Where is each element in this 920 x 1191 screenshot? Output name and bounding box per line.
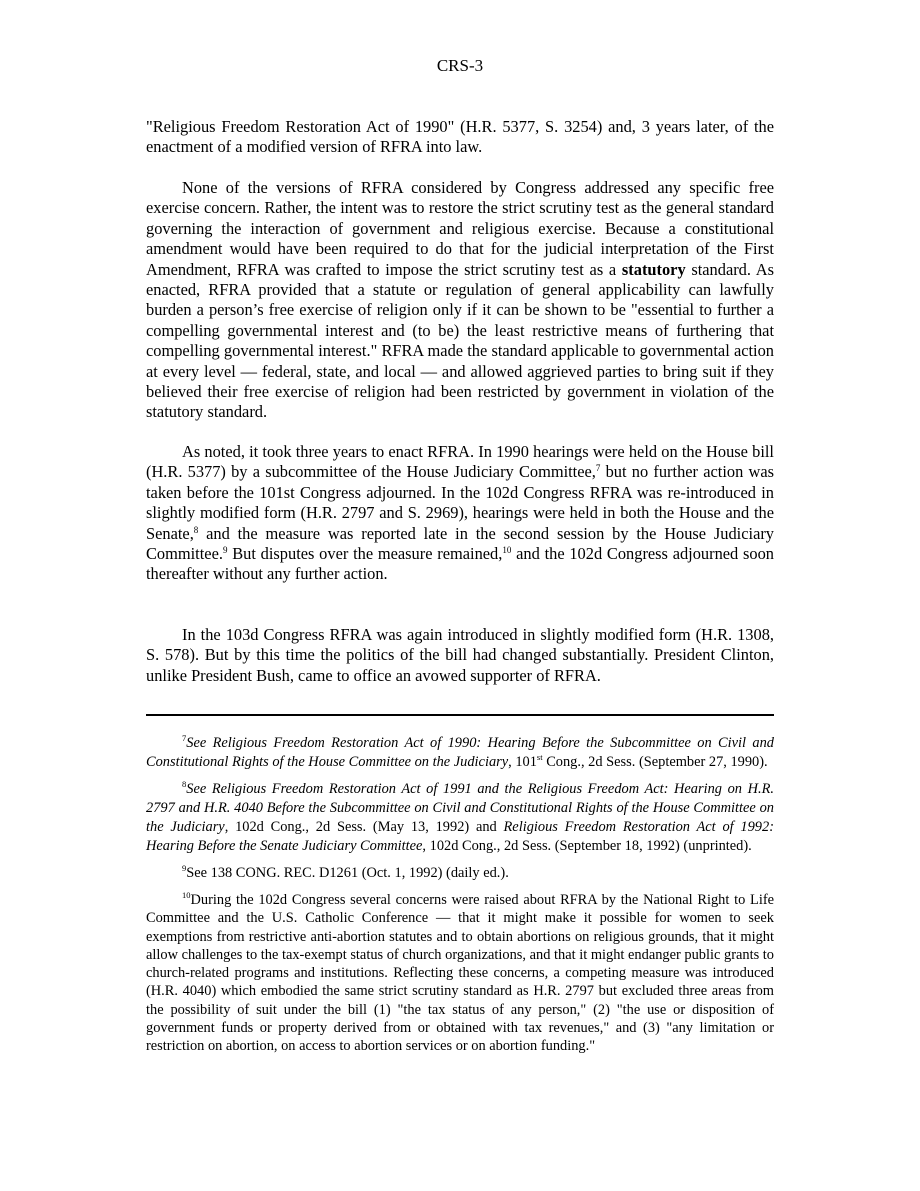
paragraph-segment: standard. As enacted, RFRA provided that a statute or regulation of general applicability can lawfully burden a person’s free exercise of religion only if it can be shown to be "essential to further a compelling governmental interest and (to be) the least restrictive means of furthering that compelling governmental interest." RFRA made the standard applicable to governmental action at every level — federal, state, and local — and allowed aggrieved parties to bring suit if they believed their free exercise of religion had been restricted by government in violation of the statutory standard. [146,259,774,422]
paragraph-segment: As noted, it took three years to enact RFRA. In 1990 hearings were held on the House bill (H.R. 5377) by a subcommittee of the House Judiciary Committee, [146,442,774,482]
footnote-ref-7[interactable]: 7 [595,463,601,474]
footnote-citation-title: See Religious Freedom Restoration Act of 1990: Hearing Before the Subcommittee on Civil and Constitutional Rights of the House Committee on the Judiciary [146,735,774,770]
body-paragraph-2 [146,178,774,423]
paragraph-text: "Religious Freedom Restoration Act of 1990" (H.R. 5377, S. 3254) and, 3 years later, of the enactment of a modified version of RFRA into law. [146,117,774,157]
paragraph-segment: and the measure was reported late in the second session by the House Judiciary Committee. [146,523,774,564]
page-header: CRS-3 [436,56,484,75]
footnote-segment: Cong., 2d Sess. (September 27, 1990). [542,754,768,770]
footnote-ref-10[interactable]: 10 [502,545,512,556]
footnote-10 [146,891,774,1056]
footnote-number: 10 [182,890,191,900]
footnote-number: 9 [182,863,187,873]
footnote-citation-title: Religious Freedom Restoration Act of 1992: Hearing Before the Senate Judiciary Committee [146,819,774,854]
paragraph-text [146,178,774,423]
footnote-number: 7 [182,733,187,743]
footnote-segment: , 102d Cong., 2d Sess. (September 18, 1992) (unprinted). [422,838,752,854]
body-paragraph-1 [146,117,774,158]
paragraph-segment: None of the versions of RFRA considered by Congress addressed any specific free exercise concern. Rather, the intent was to restore the strict scrutiny test as the general standard governing the interaction of government and religious exercise. Because a constitutional amendment would have been required to do that for the judicial interpretation of the First Amendment, RFRA was crafted to impose the strict scrutiny test as a [146,178,774,279]
body-paragraph-3 [146,442,774,585]
footnote-segment: During the 102d Congress several concerns were raised about RFRA by the National Right to Life Committee and the U.S. Catholic Conference — that it might make it possible for women to seek exemptions from restrictive anti-abortion statutes and to obtain abortions on religious grounds, that it might allow challenges to the tax-exempt status of church organizations, and that it might endanger public grants to church-related programs and institutions. Reflecting these concerns, a competing measure was introduced (H.R. 4040) which embodied the same strict scrutiny standard as H.R. 2797 but excluded three areas from the possibility of suit under the bill (1) "the tax status of any person," (2) "the use or disposition of government funds or property derived from or obtained with tax revenues," and (3) "any limitation or restriction on abortion, on access to abortion services or on abortion funding." [146,892,774,1055]
paragraph-text [146,442,774,585]
footnotes-section [146,734,774,1064]
paragraph-segment: but no further action was taken before the 101st Congress adjourned. In the 102d Congress RFRA was re-introduced in slightly modified form (H.R. 2797 and S. 2969), hearings were held in both the House and the Senate, [146,462,774,543]
body-paragraph-4 [146,625,774,686]
bold-term: statutory [621,259,686,279]
ordinal-suffix: st [536,752,543,762]
footnote-divider [146,714,774,716]
footnote-7 [146,734,774,772]
footnote-9 [146,864,774,883]
footnote-ref-8[interactable]: 8 [193,524,199,535]
footnote-segment: , 101 [508,754,537,770]
footnote-segment: See 138 CONG. REC. D1261 (Oct. 1, 1992) (daily ed.). [186,865,509,881]
footnote-citation-title: See Religious Freedom Restoration Act of 1991 and the Religious Freedom Act: Hearing on H.R. 2797 and H.R. 4040 Before the Subcommittee on Civil and Constitutional Rights of the House Committee on the Judiciary [146,781,774,835]
footnote-segment: , 102d Cong., 2d Sess. (May 13, 1992) and [224,819,504,835]
footnote-8 [146,780,774,856]
paragraph-segment: But disputes over the measure remained, [227,544,503,564]
footnote-ref-9[interactable]: 9 [222,545,228,556]
paragraph-segment: and the 102d Congress adjourned soon thereafter without any further action. [146,544,774,584]
footnote-number: 8 [182,779,187,789]
paragraph-text: In the 103d Congress RFRA was again introduced in slightly modified form (H.R. 1308, S. 578). But by this time the politics of the bill had changed substantially. President Clinton, unlike President Bush, came to office an avowed supporter of RFRA. [146,625,774,685]
